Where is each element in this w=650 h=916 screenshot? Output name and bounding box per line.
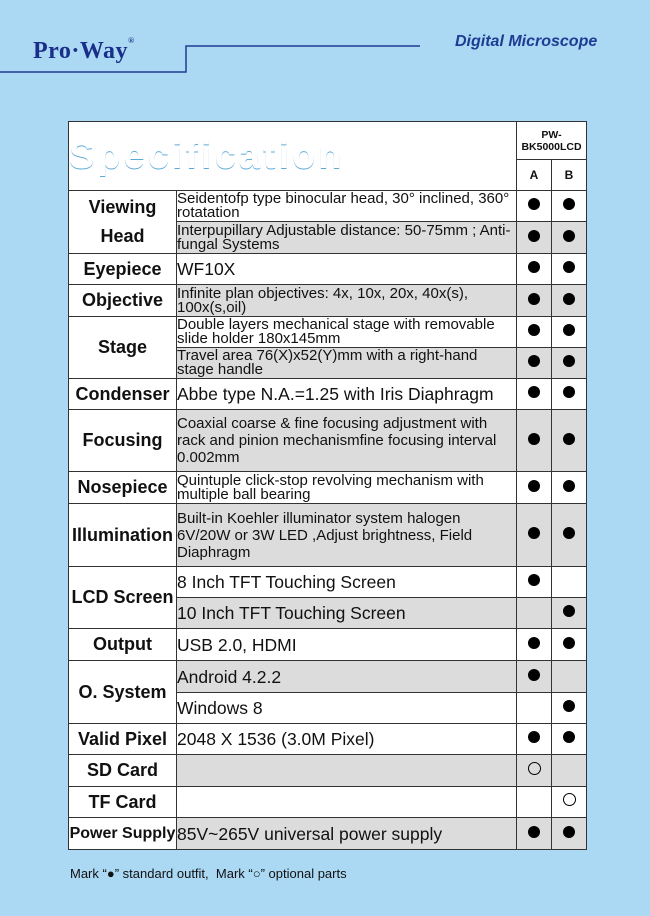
standard-mark-icon [528,826,540,838]
row-description: 10 Inch TFT Touching Screen [177,598,517,629]
standard-mark-icon [563,605,575,617]
row-label: Focusing [69,410,177,472]
row-label: Eyepiece [69,254,177,285]
mark-b [552,317,587,348]
optional-mark-icon [563,793,576,806]
mark-b [552,629,587,661]
legend-standard-text: standard outfit, [122,866,209,881]
standard-mark-icon [563,293,575,305]
standard-mark-icon [528,527,540,539]
mark-b [552,504,587,567]
legend-mark-word-2: Mark [215,866,245,881]
mark-a [517,693,552,724]
row-label: O. System [69,661,177,724]
mark-a [517,410,552,472]
row-description: Android 4.2.2 [177,661,517,693]
mark-b [552,191,587,222]
standard-mark-icon [563,198,575,210]
row-label: TF Card [69,787,177,818]
standard-mark-icon [563,480,575,492]
mark-a [517,317,552,348]
table-title: Specification [69,122,517,191]
row-label: Stage [69,317,177,379]
row-label: Power Supply [69,818,177,850]
mark-a [517,598,552,629]
legend-optional-text: optional parts [268,866,347,881]
registered-mark: ® [128,36,135,45]
row-description: Travel area 76(X)x52(Y)mm with a right-hand stage handle [177,348,517,379]
mark-b [552,787,587,818]
mark-a [517,191,552,222]
legend: Mark “●” standard outfit, Mark “○” optional parts [70,866,347,881]
legend-mark-word: Mark [70,866,99,881]
standard-mark-icon [528,324,540,336]
standard-mark-icon [528,198,540,210]
legend-optional-symbol: ○ [252,866,261,881]
mark-b [552,254,587,285]
mark-a [517,818,552,850]
mark-b [552,410,587,472]
specification-table [68,121,587,850]
mark-a [517,348,552,379]
brand-logo [33,38,135,65]
row-label: Illumination [69,504,177,567]
row-description: Seidentofp type binocular head, 30° inclined, 360° rotatation [177,191,517,222]
mark-a [517,661,552,693]
row-description: Built-in Koehler illuminator system halogen 6V/20W or 3W LED ,Adjust brightness, Field Diaphragm [177,504,517,567]
mark-b [552,567,587,598]
standard-mark-icon [528,261,540,273]
model-header: PW-BK5000LCD [517,122,587,160]
standard-mark-icon [563,355,575,367]
row-description: USB 2.0, HDMI [177,629,517,661]
mark-a [517,787,552,818]
brand-name: Pro·Way [33,38,129,64]
row-label: Nosepiece [69,472,177,504]
mark-a [517,472,552,504]
row-description: Quintuple click-stop revolving mechanism with multiple ball bearing [177,472,517,504]
mark-b [552,598,587,629]
mark-b [552,693,587,724]
standard-mark-icon [563,731,575,743]
row-description: WF10X [177,254,517,285]
row-label: Output [69,629,177,661]
row-description: 85V~265V universal power supply [177,818,517,850]
mark-b [552,724,587,755]
standard-mark-icon [528,574,540,586]
row-description: Infinite plan objectives: 4x, 10x, 20x, 40x(s), 100x(s,oil) [177,285,517,317]
standard-mark-icon [563,826,575,838]
mark-a [517,222,552,254]
mark-b [552,222,587,254]
row-description: Abbe type N.A.=1.25 with Iris Diaphragm [177,379,517,410]
mark-b [552,472,587,504]
standard-mark-icon [528,386,540,398]
mark-b [552,348,587,379]
mark-b [552,755,587,787]
mark-a [517,755,552,787]
standard-mark-icon [528,669,540,681]
row-description: Interpupillary Adjustable distance: 50-75mm ; Anti-fungal Systems [177,222,517,254]
standard-mark-icon [528,637,540,649]
standard-mark-icon [563,433,575,445]
mark-a [517,379,552,410]
row-label: Valid Pixel [69,724,177,755]
legend-standard-symbol: ● [106,866,115,881]
row-label: Condenser [69,379,177,410]
page-header [0,0,650,78]
mark-a [517,254,552,285]
standard-mark-icon [563,700,575,712]
row-description: Windows 8 [177,693,517,724]
standard-mark-icon [563,527,575,539]
mark-a [517,504,552,567]
mark-b [552,379,587,410]
standard-mark-icon [528,731,540,743]
row-description: Double layers mechanical stage with removable slide holder 180x145mm [177,317,517,348]
mark-b [552,285,587,317]
standard-mark-icon [528,480,540,492]
optional-mark-icon [528,762,541,775]
row-description: Coaxial coarse & fine focusing adjustment with rack and pinion mechanismfine focusing interval 0.002mm [177,410,517,472]
standard-mark-icon [528,433,540,445]
standard-mark-icon [528,355,540,367]
row-description: 8 Inch TFT Touching Screen [177,567,517,598]
mark-b [552,818,587,850]
standard-mark-icon [528,230,540,242]
column-header-b: B [552,160,587,191]
row-label: Viewing Head [69,191,177,254]
mark-b [552,661,587,693]
standard-mark-icon [563,324,575,336]
standard-mark-icon [563,261,575,273]
mark-a [517,285,552,317]
row-description [177,787,517,818]
row-label: LCD Screen [69,567,177,629]
row-description [177,755,517,787]
mark-a [517,724,552,755]
document-title: Digital Microscope [455,33,598,50]
standard-mark-icon [563,637,575,649]
mark-a [517,567,552,598]
column-header-a: A [517,160,552,191]
mark-a [517,629,552,661]
standard-mark-icon [528,293,540,305]
standard-mark-icon [563,386,575,398]
standard-mark-icon [563,230,575,242]
row-label: SD Card [69,755,177,787]
row-label: Objective [69,285,177,317]
row-description: 2048 X 1536 (3.0M Pixel) [177,724,517,755]
